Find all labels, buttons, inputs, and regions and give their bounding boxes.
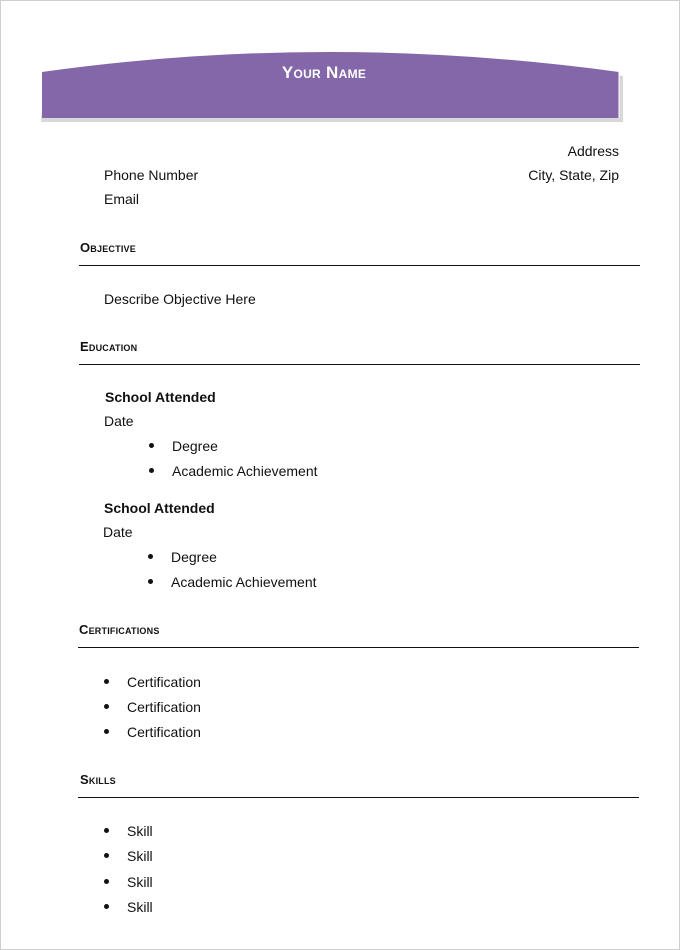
phone-number: Phone Number [104,167,199,183]
bullet-icon [148,579,153,584]
certification-item: Certification [127,724,201,740]
bullet-icon [104,729,109,734]
skill-item: Skill [127,848,153,864]
address-line: Address [567,143,619,159]
objective-divider [79,265,640,266]
bullet-icon [104,879,109,884]
certification-item: Certification [127,674,201,690]
bullet-icon [149,443,154,448]
certifications-divider [78,647,639,648]
bullet-icon [104,828,109,833]
skill-item: Skill [127,823,153,839]
city-state-zip-line: City, State, Zip [528,167,619,183]
education-bullet-item: Academic Achievement [172,463,318,479]
school-name: School Attended [105,389,216,405]
objective-heading: Objective [80,240,136,255]
certifications-heading: Certifications [79,622,160,637]
education-bullet-item: Degree [171,549,217,565]
resume-name: Your Name [281,63,367,82]
school-date: Date [104,413,134,429]
school-date: Date [103,524,133,540]
bullet-icon [149,468,154,473]
bullet-icon [104,853,109,858]
education-heading: Education [80,339,138,354]
certification-item: Certification [127,699,201,715]
bullet-icon [104,704,109,709]
skills-heading: Skills [80,772,116,787]
objective-text: Describe Objective Here [104,291,256,307]
school-name: School Attended [104,500,215,516]
bullet-icon [104,679,109,684]
bullet-icon [148,554,153,559]
name-banner [39,38,624,122]
bullet-icon [104,904,109,909]
education-bullet-item: Academic Achievement [171,574,317,590]
education-divider [79,364,640,365]
email: Email [104,191,140,207]
skill-item: Skill [127,899,153,915]
skill-item: Skill [127,874,153,890]
education-bullet-item: Degree [172,438,218,454]
skills-divider [78,797,639,798]
